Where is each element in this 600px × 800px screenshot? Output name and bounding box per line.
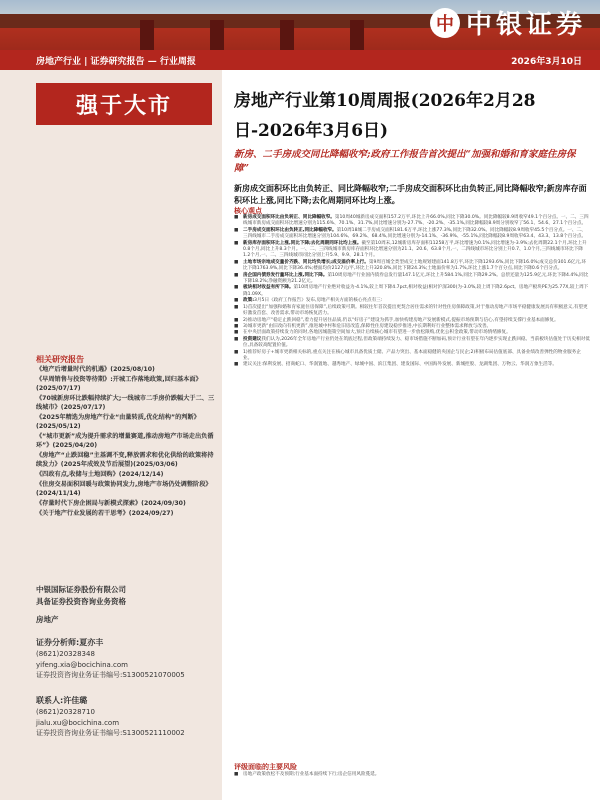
related-report-item[interactable]: 《地产后增量时代的机遇》(2025/08/10) [36,366,155,373]
analyst-1 [36,636,216,681]
banner-pillar [140,20,154,50]
core-view-item-head: 二手房成交面积环比由负转正,同比降幅收窄。 [243,227,337,233]
core-view-item [234,260,590,273]
core-view-item [234,350,590,363]
core-view-label: 核心观点 [234,207,262,215]
company-info [36,584,216,626]
related-report-item[interactable]: 《关于地产行业发展的若干思考》(2024/09/27) [36,510,174,517]
related-reports-title: 相关研究报告 [36,355,84,364]
core-view-item-text: 3月5日《政府工作报告》发布,房地产相关方面的核心亮点有三: [254,298,383,304]
analyst-name: 联系人:许佳璐 [36,696,88,705]
report-title: 房地产行业第10周周报(2026年2月28日-2026年3月6日) [234,91,536,141]
analyst-email[interactable]: yifeng.xia@bocichina.com [36,660,128,669]
core-view-item-head: 土地市场宗地成交量价齐跌、同比均负增长;成交溢价率上行。 [243,259,369,265]
analyst-cert: 证券投资咨询业务证书编号:S1300521110002 [36,729,185,737]
core-view-item [234,228,590,241]
related-report-item[interactable]: 《“城市更新”成为提升需求的增量赛道,推动房地产市场走出负循环”》(2025/04/20) [36,433,214,449]
core-view-item-head: 新房库存面积环比上涨,同比下降;去化周期同环比均上涨。 [243,240,362,246]
core-view-item-text: 第10周房地产行业国内债券总发行量147.1亿元,环比上升584.1%,同比下降29.2%。总偿还量为125.9亿元,环比下降4.4%,同比下降18.2%;净融资额为21.2亿元。 [243,272,589,285]
core-view-item-text: 第10周40城新房成交面积157.2万平,环比上升66.0%,同比下降30.0%。同比降幅较8.9周收窄49.1个百分点。一、二、三四线城市新房成交面积环比增速分别为115.6%、70.1%、31.7%,同比增速分别为-27.7%、-20.2%、-35.1%,同比降幅较8.9周分别收窄了56.1、54.6、27.1个百分点。 [243,215,589,227]
core-view-item-head: 房企国内债券发行量环比上涨,同比下降。 [243,272,328,278]
related-report-item[interactable]: 《2025年精选为房地产行业“由量转质,优化结构”的判断》(2025/05/12) [36,414,200,430]
core-view-item-text: 第10周18城二手房成交面积181.6万平,环比上涨77.3%,同比下降32.0%。同比降幅较8.9周收窄45.5个百分点。一、二、三四线城市二手房成交面积环比增速分别为104.6%、69.2%、68.4%,同比增速分别为-14.1%、-36.9%、-55.1%,同比降幅较8.9周收窄63.4、43.3、13.8个百分点。 [243,227,587,240]
report-date: 2026年3月10日 [511,56,582,67]
core-view-bullets [234,215,590,369]
banner-pillar [280,20,294,50]
core-view-item [234,273,590,286]
related-report-item[interactable]: 《住房交易面积回暖与政策协同发力,房地产市场仍处调整阶段》(2024/11/14) [36,481,212,497]
company-name [36,584,216,608]
core-view-item-text: 我们认为,2026年全年房地产行业仍处在筑底过程,但政策端持续发力、稳市场措施不断加码,预计行业有望在年内逐步实现止跌回稳。当前板块估值处于历史相对低位,具备较高配置价值。 [243,336,590,349]
risk-item: ■ 房地产政策放松不及预期;行业基本面持续下行;房企信用风险蔓延。 [234,772,590,778]
brand-mark-icon: 中 [430,8,460,38]
core-view-item-text: 建议关注:保利发展、招商蛇口、华润置地、越秀地产、绿城中国、滨江集团、建发国际、中国海外发展、新城控股、龙湖集团、万物云、华润万象生活等。 [243,362,557,368]
core-view-item-text: 截至第10周末,12城新房库存面积11258万平,环比增速为0.1%,同比增速为-3.9%;去化周期22.1个月,环比上升0.8个月,同比上升8.3个月。一、二、三四线城市新房库存面积环比增速分别为21.1、20.6、63.8个月,一、二四线城市环比分别上升0.7、1.0个月,三四线城市环比下降1.2个月,一、二、三四线城市同比分别上升5.9、9.9、28.1个月。 [243,240,587,259]
analyst-cert: 证券投资咨询业务证书编号:S1300521070005 [36,671,185,679]
related-report-item[interactable]: 《四政有点,收储与土地回购》(2024/12/14) [36,471,164,478]
core-view-item [234,285,590,298]
company-line: 具备证券投资咨询业务资格 [36,597,126,606]
brand-logo [430,4,586,41]
related-report-item[interactable]: 《早周销售与投资等待期》:开城工作落地政策,回归基本面》(2025/07/17) [36,376,202,392]
core-view-item-text: 1)首次提出“加强和婚和育家庭住房保障”,后续政策可期。相较往年首次提出更契合居住需求的针对性住房保障政策,对于推动房地产市场平稳健康发展具有积极意义,有望更好激发首套、改善需求,带动市场恢复活力。 [243,304,588,317]
rating-badge: 强于大市 [36,83,212,125]
core-view-item-head: 政策: [243,298,255,304]
report-subtitle: 新房、二手房成交同比降幅收窄;政府工作报告首次提出“加强和婚和育家庭住房保障” [234,149,576,174]
risk-list [234,772,590,778]
core-view-item-head: 板块相对收益有所下降。 [243,285,294,291]
core-view-item-head: 投资建议 [243,336,262,342]
analyst-2 [36,694,216,739]
related-report-item[interactable]: 《70城新房环比跌幅持续扩大;一线城市二手房价跌幅大于二、三线城市》(2025/07/17) [36,395,215,411]
sector-label: 房地产 [36,615,59,624]
core-view-item [234,215,590,228]
analyst-phone: (8621)20328710 [36,708,95,716]
category-bar [0,50,600,70]
risk-label: 评级面临的主要风险 [234,763,297,771]
core-view-item [234,241,590,260]
core-view-item-text: 2)推动房地产“稳定止跌回稳”,着力提升居住品质,仍以“好房子”建设为抓手,加快构建房地产发展新模式,提振市场预期与信心,有望持续支撑行业基本面修复。 [243,317,559,323]
core-view-item [234,305,590,318]
core-view-item-text: 第9周百城全类型成交土地规划建面141.8万平,环比下降1293.6%,同比下降16.0%;成交总价301.6亿元,环比下降1763.9%,同比下降36.4%;楼面均价2127元/平,环比上升320.8%,同比下降24.3%;土地溢价率为1.7%,环比上涨1.7个百分点,同比下降0.6个百分点。 [243,259,587,272]
report-summary: 新房成交面积环比由负转正、同比降幅收窄;二手房成交面积环比由负转正,同比降幅收窄;新房库存面积环比上涨,同比下降;去化周期同环比均上涨。 [234,183,587,205]
header-banner [0,0,600,50]
core-view-item-text: 在中央层面政策持续发力的同时,各地因城施策空间加大,预计后续核心城市有望进一步放松限购,优化公积金政策,带动市场情绪修复。 [243,330,511,336]
analyst-email[interactable]: jialu.xu@bocichina.com [36,718,120,727]
analyst-name: 证券分析师:夏亦丰 [36,638,104,647]
report-category: 房地产行业 | 证券研究报告 — 行业周报 [36,56,196,67]
core-view-item-text: 第10周房地产行业绝对收益为-4.1%,较上周下降4.7pct,相对收益(相对沪深300)为-3.0%,较上周下降2.6pct。房地产板块PE为25.77X,较上周下降1.09X。 [243,285,589,297]
core-view-item [234,362,590,368]
banner-pillar [350,20,364,50]
related-reports-list [36,365,216,519]
core-view-item [234,337,590,350]
core-view-item-text: 3)城市更新“由旧改向有机更新”,推进城中村和危旧房改造,保障性住房建设稳步推进,中长期利好行业整体需求释放与改善。 [243,323,492,329]
related-report-item[interactable]: 《存量时代下房企困局与新模式探索》(2024/09/30) [36,500,186,507]
core-view-item-text: 1)推荐好房子+城市更新相关标的,重点关注在核心城市具备优质土储、产品力突出、基本面稳健的央国企与民企;2)积极布局估值底部、具备业绩改善弹性的物业服务企业。 [243,349,581,361]
company-line: 中银国际证券股份有限公司 [36,585,126,594]
related-report-item[interactable]: 《房地产“止跌回稳”主基调不变,释放需求和优化供给的政策将持续发力》(2025年成效及节后展望)(2025/03/06) [36,452,214,468]
analyst-phone: (8621)20328348 [36,650,95,658]
core-view-item-head: 新房成交面积环比由负转正、同比降幅收窄。 [243,215,335,220]
banner-pillar [210,20,224,50]
brand-name: 中银证券 [465,10,586,40]
